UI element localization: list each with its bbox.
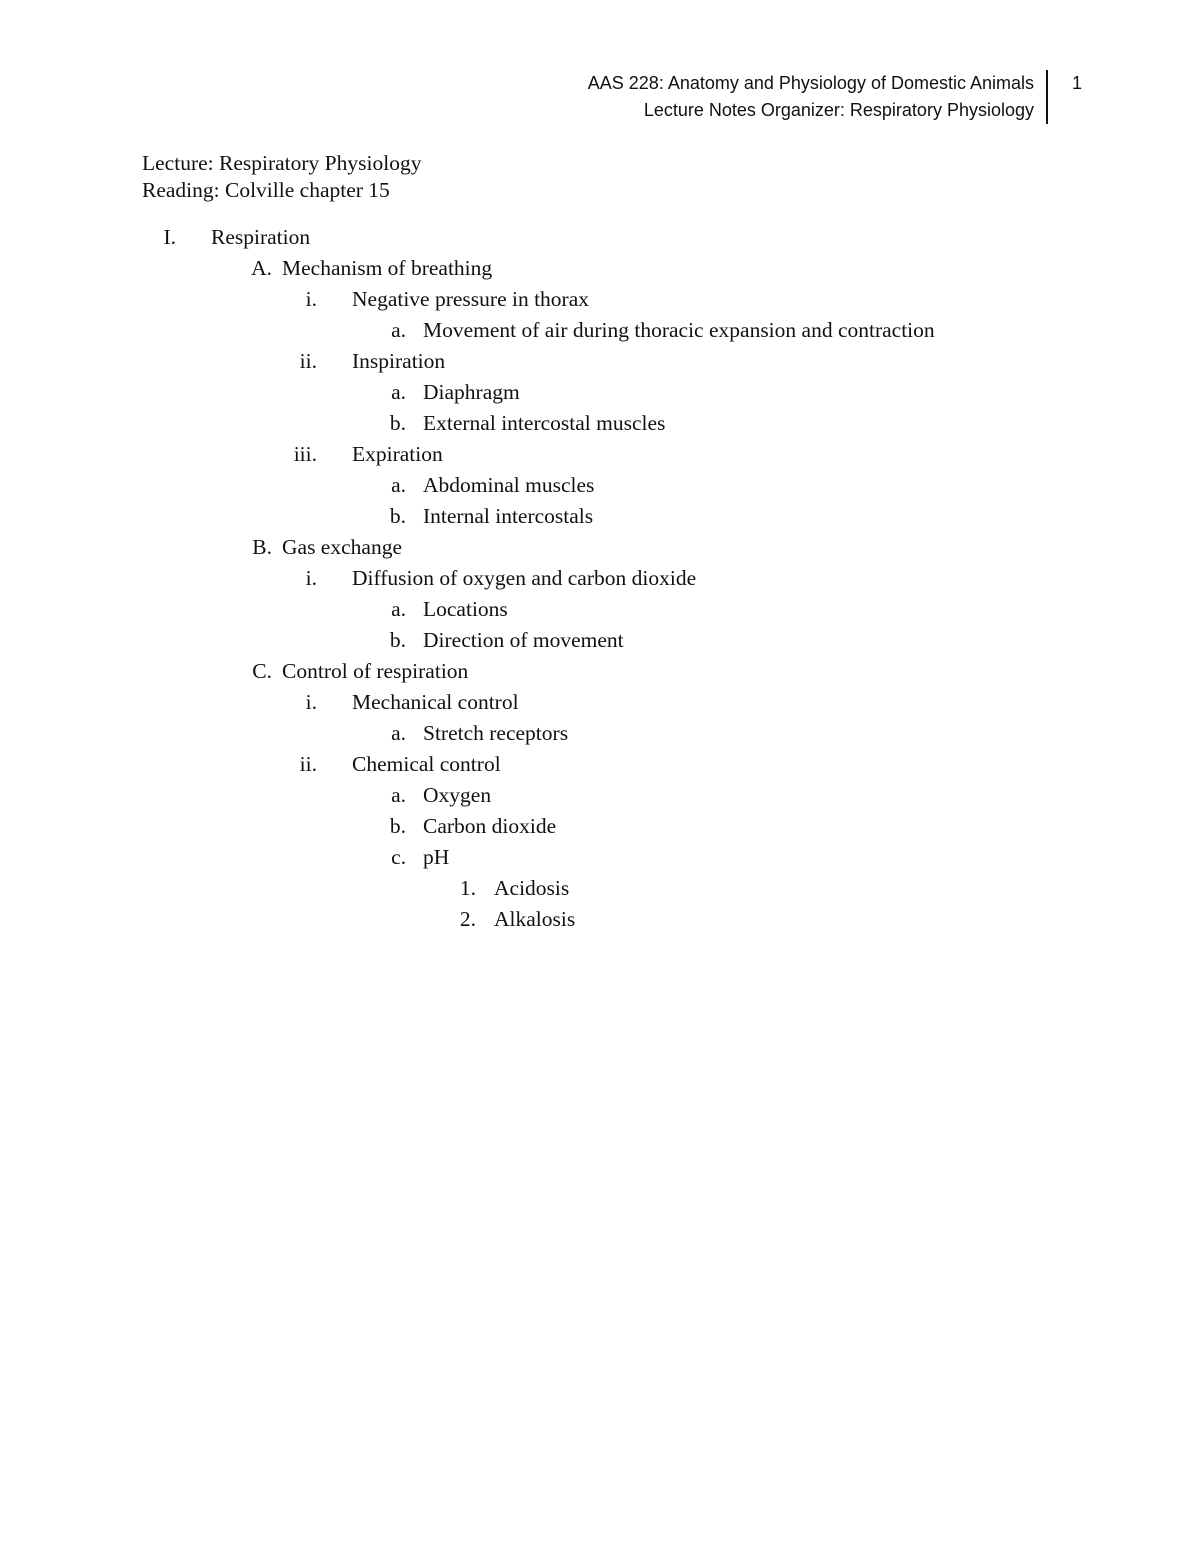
- outline-text: Stretch receptors: [423, 721, 569, 745]
- outline-marker: C.: [252, 659, 272, 683]
- header-document-title: Lecture Notes Organizer: Respiratory Physiology: [643, 100, 1034, 120]
- outline-marker: i.: [305, 690, 317, 714]
- page-number: 1: [1072, 73, 1083, 93]
- outline-text: Diaphragm: [423, 380, 520, 404]
- outline-text: Acidosis: [494, 876, 570, 900]
- reading-assignment: Reading: Colville chapter 15: [142, 178, 390, 202]
- outline-marker: a.: [391, 473, 406, 497]
- outline-marker: i.: [305, 287, 317, 311]
- outline-marker: ii.: [299, 752, 317, 776]
- outline-marker: 1.: [459, 876, 476, 900]
- outline-text: Chemical control: [352, 752, 501, 776]
- outline-text: Locations: [423, 597, 508, 621]
- outline-text: Mechanism of breathing: [282, 256, 493, 280]
- outline-text: pH: [423, 845, 450, 869]
- outline-text: Control of respiration: [282, 659, 469, 683]
- outline-marker: a.: [391, 380, 406, 404]
- outline-text: Inspiration: [352, 349, 446, 373]
- outline-text: Diffusion of oxygen and carbon dioxide: [352, 566, 697, 590]
- outline-marker: a.: [391, 721, 406, 745]
- outline-text: External intercostal muscles: [423, 411, 666, 435]
- outline-marker: b.: [389, 504, 406, 528]
- outline-text: Respiration: [211, 225, 311, 249]
- outline-marker: B.: [252, 535, 272, 559]
- outline-marker: 2.: [459, 907, 476, 931]
- header-course-title: AAS 228: Anatomy and Physiology of Domestic Animals: [587, 73, 1034, 93]
- outline-marker: a.: [391, 318, 406, 342]
- running-header: [588, 70, 1048, 124]
- outline-text: Carbon dioxide: [423, 814, 557, 838]
- outline-text: Direction of movement: [423, 628, 624, 652]
- outline-text: Gas exchange: [282, 535, 402, 559]
- outline-marker: a.: [391, 783, 406, 807]
- outline-marker: a.: [391, 597, 406, 621]
- outline-text: Negative pressure in thorax: [352, 287, 590, 311]
- outline-marker: b.: [389, 628, 406, 652]
- outline-text: Alkalosis: [494, 907, 576, 931]
- outline-text: Oxygen: [423, 783, 492, 807]
- outline-text: Expiration: [352, 442, 443, 466]
- outline-text: Movement of air during thoracic expansion and contraction: [423, 318, 935, 342]
- outline-marker: c.: [391, 845, 406, 869]
- outline-text: Internal intercostals: [423, 504, 594, 528]
- outline-marker: i.: [305, 566, 317, 590]
- outline-marker: b.: [389, 411, 406, 435]
- outline-marker: ii.: [299, 349, 317, 373]
- outline-marker: iii.: [293, 442, 317, 466]
- outline-marker: I.: [163, 225, 176, 249]
- outline-marker: b.: [389, 814, 406, 838]
- outline-text: Mechanical control: [352, 690, 519, 714]
- lecture-title: Lecture: Respiratory Physiology: [142, 151, 422, 175]
- outline-text: Abdominal muscles: [423, 473, 595, 497]
- outline-marker: A.: [251, 256, 272, 280]
